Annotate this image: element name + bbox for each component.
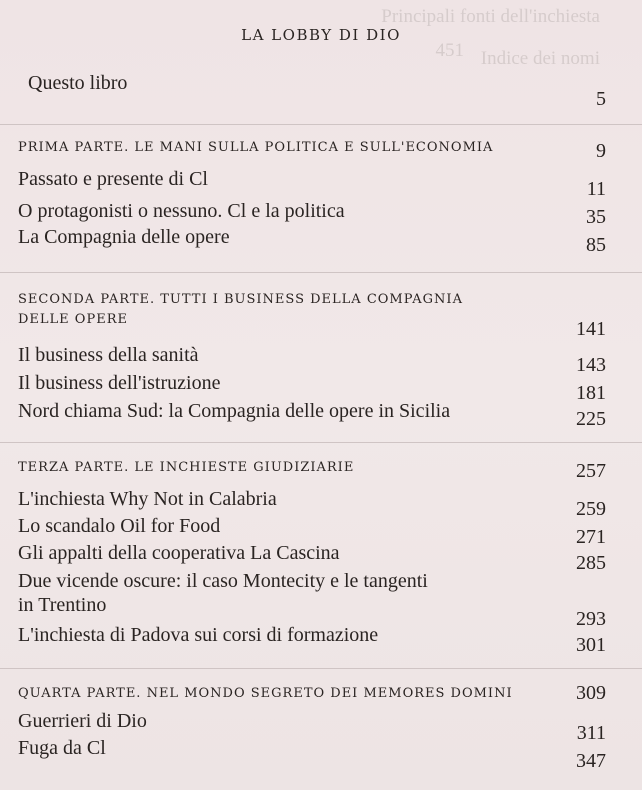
toc-page-intro: 5 [596,88,606,110]
toc-entry: L'inchiesta Why Not in Calabria [18,488,277,510]
toc-entry: Lo scandalo Oil for Food [18,515,221,537]
part-heading-3: TERZA PARTE. LE INCHIESTE GIUDIZIARIE [18,460,355,475]
toc-entry: Il business dell'istruzione [18,372,221,394]
part-heading-4: QUARTA PARTE. NEL MONDO SEGRETO DEI MEMORES DOMINI [18,686,513,701]
toc-page: 11 [586,178,606,200]
bleed-through-line-2: Indice dei nomi [480,48,600,69]
part-heading-2-line-2: DELLE OPERE [18,312,128,327]
toc-page: 293 [576,608,606,630]
toc-entry: Gli appalti della cooperativa La Cascina [18,542,340,564]
toc-entry: Nord chiama Sud: la Compagnia delle opere in Sicilia [18,400,451,422]
bleed-through-number: 451 [435,40,464,61]
toc-page: 311 [576,722,606,744]
toc-page: 259 [576,498,606,520]
toc-entry: L'inchiesta di Padova sui corsi di formazione [18,624,379,646]
toc-entry: Il business della sanità [18,344,199,366]
part-page-4: 309 [576,682,606,704]
divider [0,272,642,273]
toc-page: 301 [576,634,606,656]
divider [0,124,642,125]
part-page-2: 141 [576,318,606,340]
divider [0,668,642,669]
toc-page: 181 [576,382,606,404]
toc-entry-line-2: in Trentino [18,594,107,616]
toc-page: 225 [576,408,606,430]
bleed-through-line-1: Principali fonti dell'inchiesta [381,6,600,27]
toc-page: 143 [576,354,606,376]
toc-entry-intro: Questo libro [28,72,128,94]
toc-page: 85 [586,234,606,256]
part-page-1: 9 [596,140,606,162]
toc-page: 35 [586,206,606,228]
toc-page: 271 [576,526,606,548]
part-heading-2: SECONDA PARTE. TUTTI I BUSINESS DELLA COMPAGNIA [18,292,463,307]
divider [0,442,642,443]
part-page-3: 257 [576,460,606,482]
part-heading-1: PRIMA PARTE. LE MANI SULLA POLITICA E SULL'ECONOMIA [18,140,494,155]
toc-page: 347 [576,750,606,772]
toc-entry: Passato e presente di Cl [18,168,208,190]
toc-entry: Due vicende oscure: il caso Montecity e le tangenti [18,570,428,592]
toc-entry: La Compagnia delle opere [18,226,230,248]
page-title: LA LOBBY DI DIO [241,26,401,44]
toc-page: 285 [576,552,606,574]
toc-entry: O protagonisti o nessuno. Cl e la politica [18,200,345,222]
toc-entry: Guerrieri di Dio [18,710,147,732]
toc-entry: Fuga da Cl [18,737,106,759]
